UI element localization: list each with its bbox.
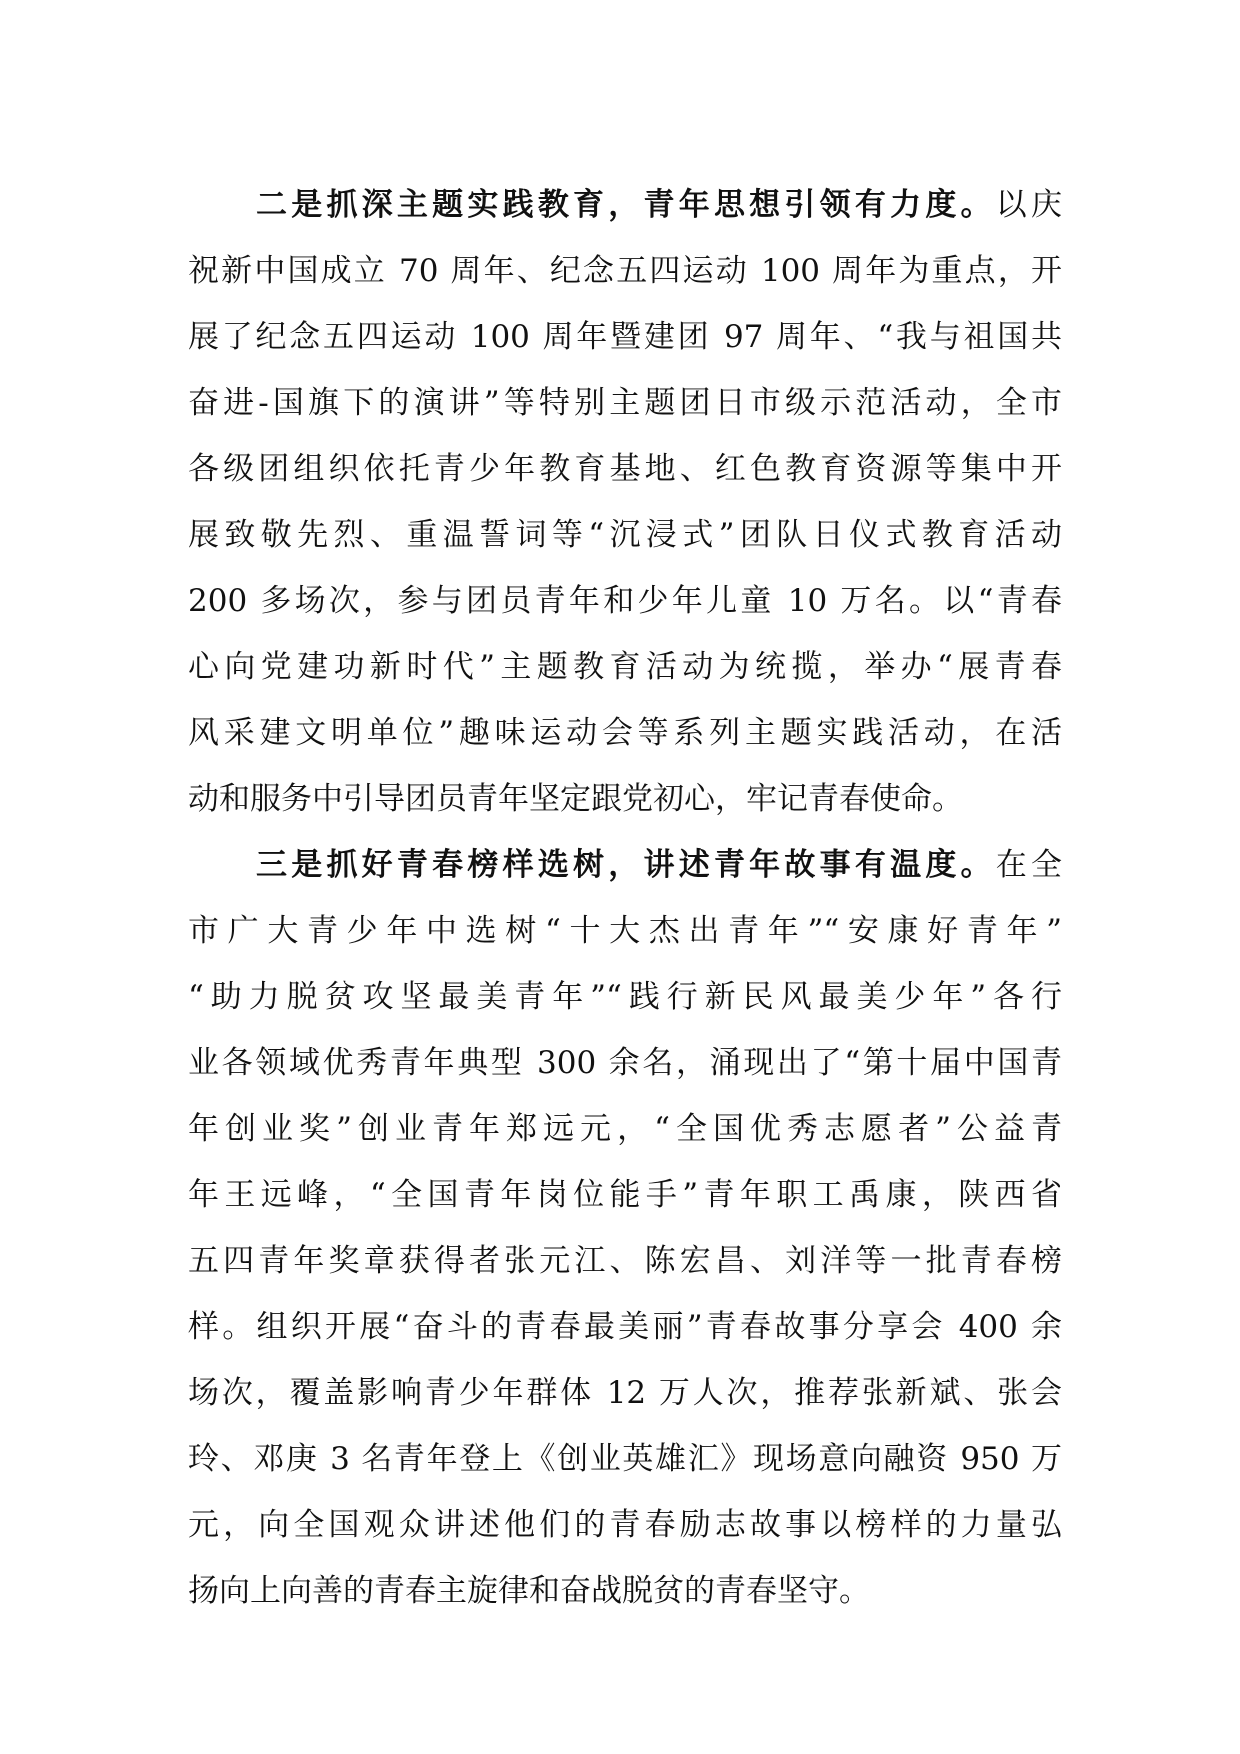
- paragraph-2-line-1: [188, 832, 1062, 898]
- paragraph-1-line-4: 奋进-国旗下的演讲”等特别主题团日市级示范活动，全市: [188, 385, 1062, 421]
- paragraph-2-line-7: 五四青年奖章获得者张元江、陈宏昌、刘洋等一批青春榜: [188, 1243, 1062, 1279]
- paragraph-1-line-6: 展致敬先烈、重温誓词等“沉浸式”团队日仪式教育活动: [188, 517, 1062, 553]
- paragraph-1-lead: 二是抓深主题实践教育，青年思想引领有力度。: [256, 187, 996, 223]
- paragraph-1-line-8: 心向党建功新时代”主题教育活动为统揽，举办“展青春: [188, 649, 1062, 685]
- paragraph-2-text: 在全: [995, 847, 1063, 883]
- paragraph-2-line-8: 样。组织开展“奋斗的青春最美丽”青春故事分享会 400 余: [188, 1309, 1062, 1345]
- paragraph-2-line-11: 元，向全国观众讲述他们的青春励志故事以榜样的力量弘: [188, 1507, 1062, 1543]
- paragraph-2-line-12: 扬向上向善的青春主旋律和奋战脱贫的青春坚守。: [188, 1573, 870, 1609]
- paragraph-2-line-3: “助力脱贫攻坚最美青年”“践行新民风最美少年”各行: [188, 979, 1062, 1015]
- paragraph-2-lead: 三是抓好青春榜样选树，讲述青年故事有温度。: [256, 847, 996, 883]
- paragraph-1-text: 以庆: [995, 187, 1063, 223]
- paragraph-2-line-2: 市广大青少年中选树“十大杰出青年”“安康好青年”: [188, 913, 1062, 949]
- paragraph-1-line-5: 各级团组织依托青少年教育基地、红色教育资源等集中开: [188, 451, 1062, 487]
- paragraph-2-line-5: 年创业奖”创业青年郑远元，“全国优秀志愿者”公益青: [188, 1111, 1062, 1147]
- paragraph-1-line-10: 动和服务中引导团员青年坚定跟党初心，牢记青春使命。: [188, 781, 963, 817]
- paragraph-1-line-7: 200 多场次，参与团员青年和少年儿童 10 万名。以“青春: [188, 583, 1062, 619]
- paragraph-1-line-1: [188, 172, 1062, 238]
- document-body: [188, 172, 1062, 1624]
- paragraph-2-line-9: 场次，覆盖影响青少年群体 12 万人次，推荐张新斌、张会: [188, 1375, 1062, 1411]
- paragraph-2-line-6: 年王远峰，“全国青年岗位能手”青年职工禹康，陕西省: [188, 1177, 1062, 1213]
- paragraph-1-line-2: 祝新中国成立 70 周年、纪念五四运动 100 周年为重点，开: [188, 253, 1062, 289]
- paragraph-1-line-9: 风采建文明单位”趣味运动会等系列主题实践活动，在活: [188, 715, 1062, 751]
- paragraph-2-line-4: 业各领域优秀青年典型 300 余名，涌现出了“第十届中国青: [188, 1045, 1062, 1081]
- paragraph-2-line-10: 玲、邓庚 3 名青年登上《创业英雄汇》现场意向融资 950 万: [188, 1441, 1062, 1477]
- paragraph-1-line-3: 展了纪念五四运动 100 周年暨建团 97 周年、“我与祖国共: [188, 319, 1062, 355]
